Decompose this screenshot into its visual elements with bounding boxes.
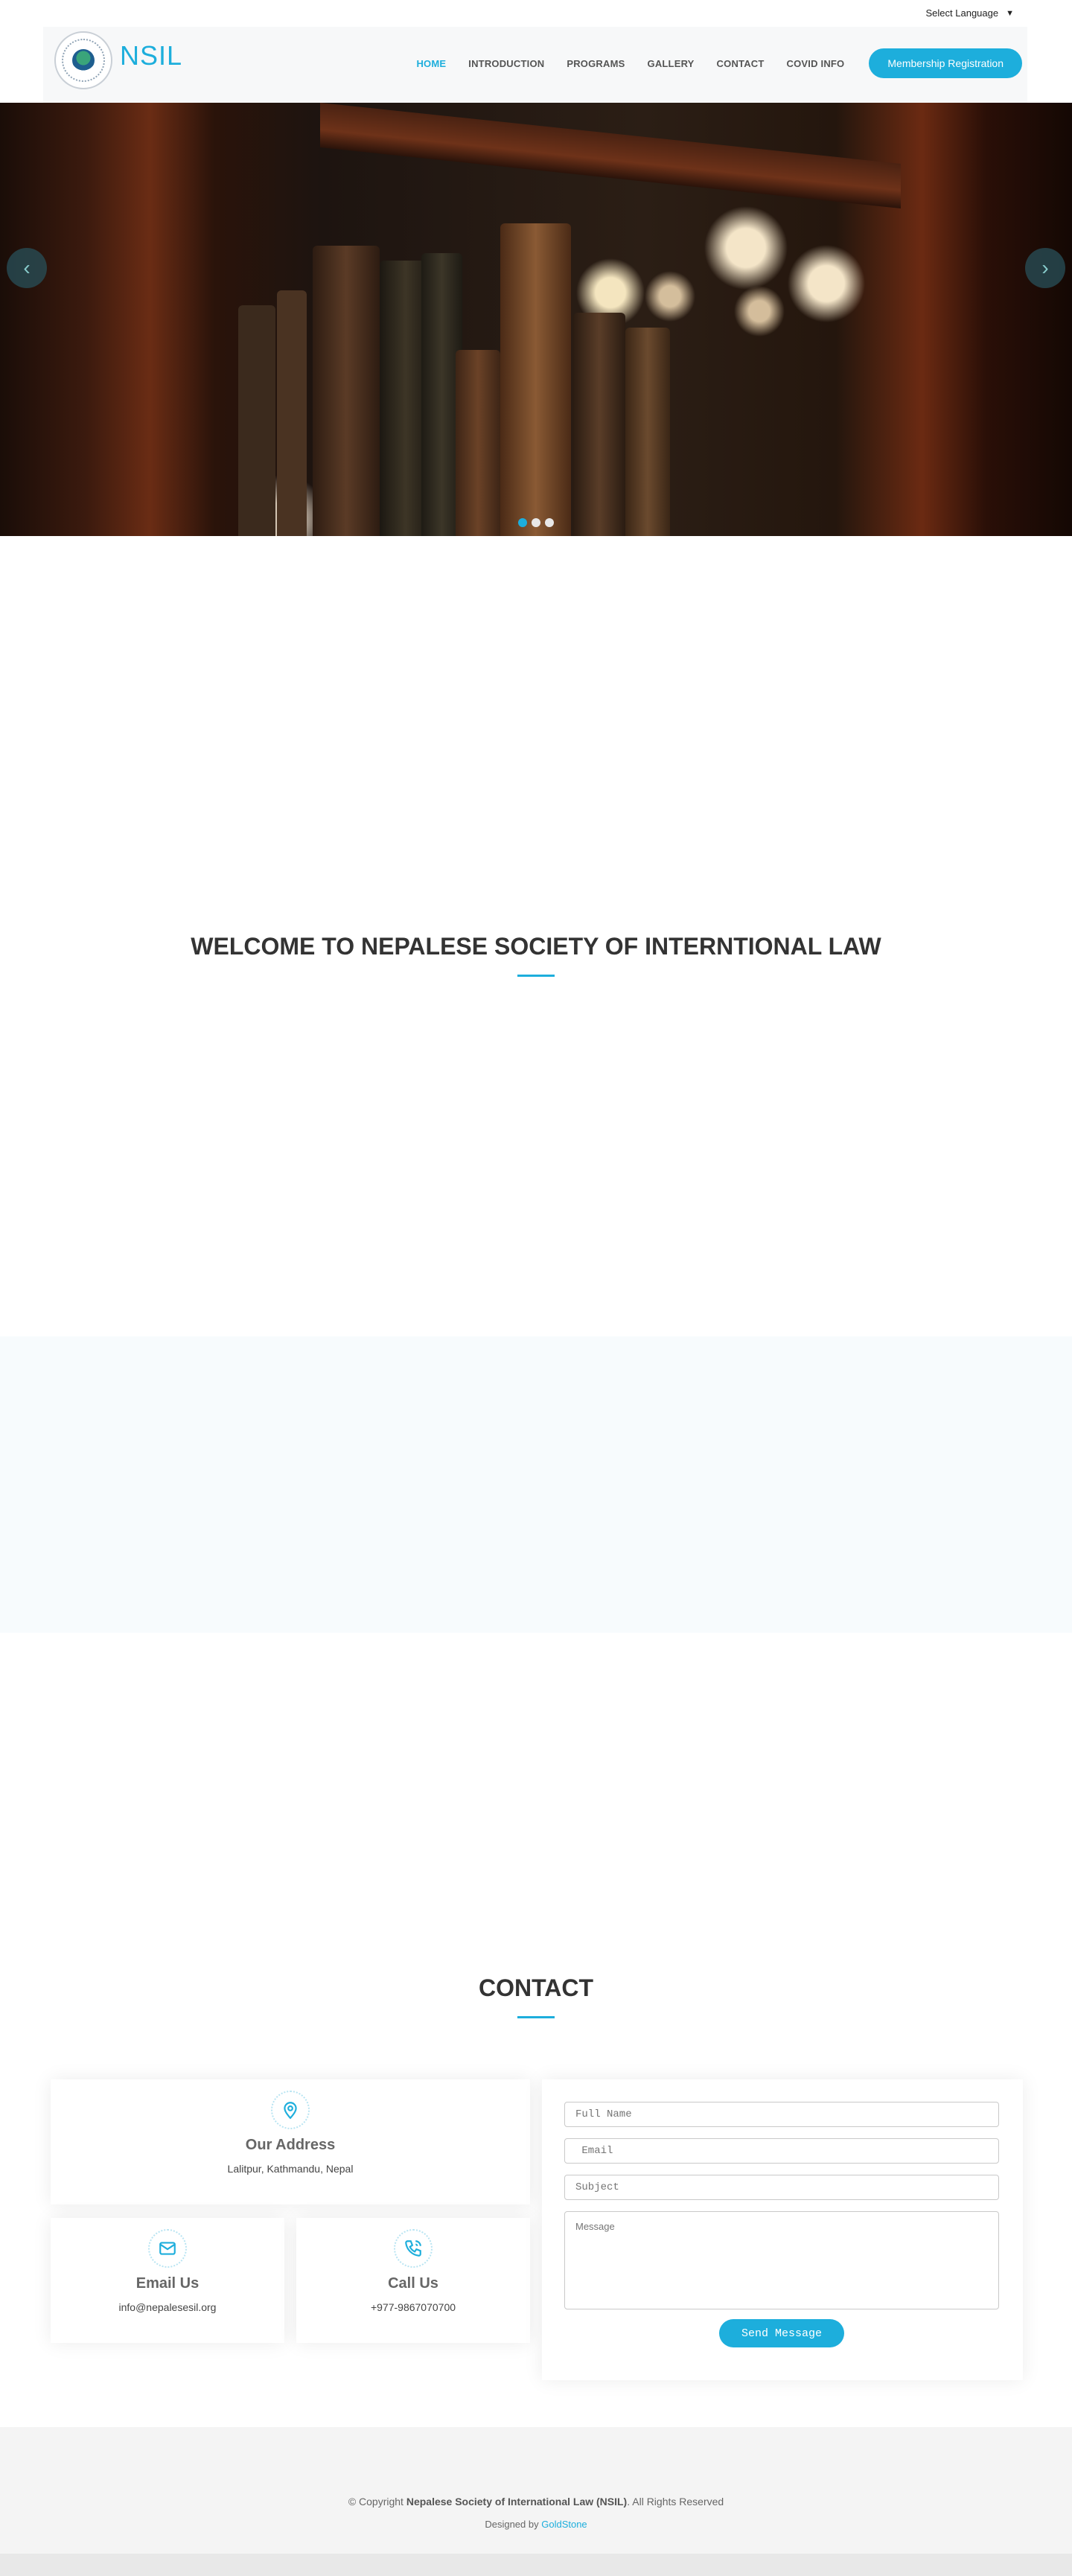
nsil-logo[interactable] [54, 31, 112, 89]
contact-title-underline [517, 2016, 555, 2018]
phone-icon [394, 2229, 433, 2268]
email-heading: Email Us [135, 2275, 200, 2292]
email-input[interactable] [564, 2138, 999, 2164]
email-value[interactable]: info@nepalesesil.org [118, 2301, 217, 2313]
slider-dots [518, 518, 554, 527]
contact-title: CONTACT [478, 1974, 594, 2001]
hero-shelf-graphic [320, 103, 901, 208]
light-section-band [0, 1336, 1072, 1633]
designed-by-label: Designed by [485, 2519, 539, 2530]
email-card [51, 2218, 284, 2343]
map-pin-icon [271, 2091, 310, 2129]
membership-registration-button[interactable]: Membership Registration [869, 48, 1022, 78]
address-heading: Our Address [245, 2137, 336, 2153]
phone-heading: Call Us [388, 2275, 438, 2292]
nav-programs[interactable]: PROGRAMS [567, 57, 625, 69]
nav-home[interactable]: HOME [416, 57, 447, 69]
copyright-prefix: © Copyright [348, 2496, 403, 2508]
bottom-strip [0, 2554, 1072, 2576]
site-header [43, 27, 1027, 103]
welcome-title-underline [517, 975, 555, 977]
phone-value[interactable]: +977-9867070700 [370, 2301, 456, 2313]
hero-slider [0, 103, 1072, 536]
address-value: Lalitpur, Kathmandu, Nepal [227, 2163, 354, 2175]
brand-name[interactable]: NSIL [120, 40, 183, 71]
chevron-down-icon: ▼ [1006, 8, 1014, 18]
envelope-icon [148, 2229, 187, 2268]
language-select-label: Select Language [925, 7, 999, 19]
phone-card [296, 2218, 530, 2343]
footer-designer [0, 2519, 1072, 2530]
slider-dot-2[interactable] [532, 518, 540, 527]
full-name-input[interactable] [564, 2102, 999, 2127]
slider-next-button[interactable]: › [1025, 248, 1065, 288]
main-nav [416, 48, 1022, 78]
nav-covid-info[interactable]: COVID INFO [786, 57, 845, 69]
send-message-button[interactable]: Send Message [719, 2319, 844, 2347]
slider-dot-3[interactable] [545, 518, 554, 527]
footer-copyright [0, 2496, 1072, 2508]
subject-input[interactable] [564, 2175, 999, 2200]
slider-dot-1[interactable] [518, 518, 527, 527]
nav-gallery[interactable]: GALLERY [647, 57, 695, 69]
welcome-title: WELCOME TO NEPALESE SOCIETY OF INTERNTIONAL LAW [191, 933, 881, 960]
copyright-org: Nepalese Society of International Law (NSIL) [406, 2496, 628, 2508]
language-bar [0, 0, 1072, 27]
contact-form [542, 2079, 1023, 2380]
designer-link[interactable]: GoldStone [541, 2519, 587, 2530]
nav-introduction[interactable]: INTRODUCTION [468, 57, 545, 69]
footer [0, 2427, 1072, 2554]
address-card [51, 2079, 530, 2204]
message-textarea[interactable] [564, 2211, 999, 2309]
language-select[interactable] [926, 7, 1014, 19]
nav-contact[interactable]: CONTACT [716, 57, 765, 69]
copyright-rights: . All Rights Reserved [627, 2496, 724, 2508]
slider-prev-button[interactable]: ‹ [7, 248, 47, 288]
